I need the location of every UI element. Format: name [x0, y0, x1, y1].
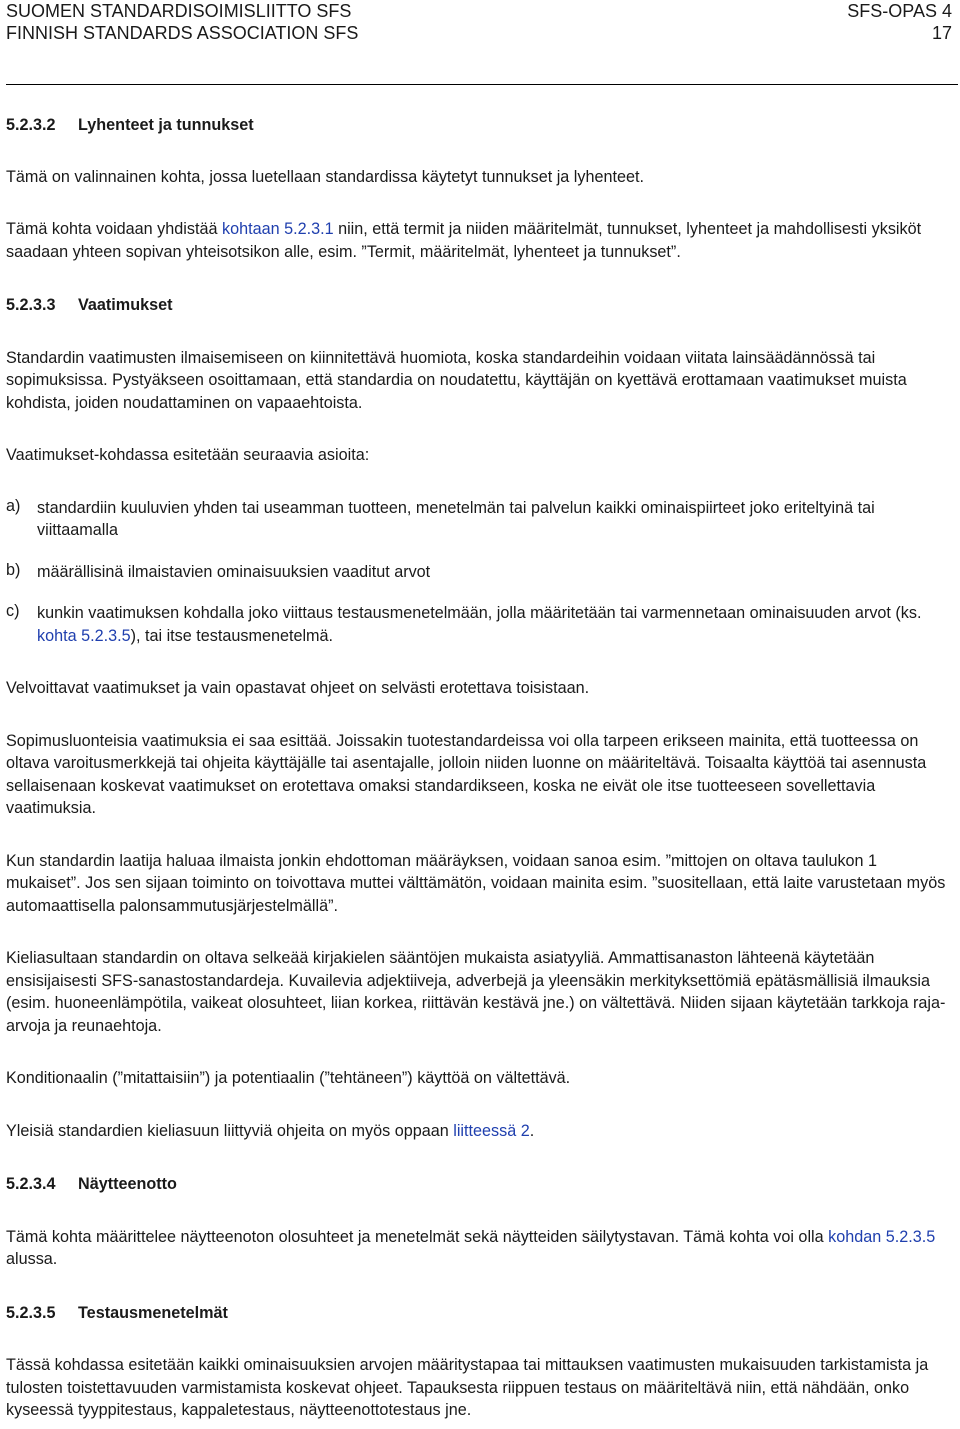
list-label: c) [6, 602, 20, 620]
section-heading-5234 [6, 1173, 954, 1196]
page-header [6, 0, 952, 44]
header-divider [6, 84, 958, 85]
paragraph: Sopimusluonteisia vaatimuksia ei saa esittää. Joissakin tuotestandardeissa voi olla tarpeen erikseen mainita, että tuotteessa on oltava varoitusmerkkejä tai ohjeita käyttäjälle tai asentajalle, jolloin niiden luonne on määriteltävä. Toisaalta käyttöä tai asennusta sellaisenaan koskevat vaatimukset on erotettava omaksi standardikseen, koska ne eivät ole itse tuotteeseen sovellettavia vaatimuksia. [6, 731, 927, 817]
section-title: Testausmenetelmät [78, 1303, 228, 1322]
list-label: b) [6, 560, 21, 579]
paragraph: Yleisiä standardien kieliasuun liittyviä ohjeita on myös oppaan liitteessä 2. [6, 1121, 535, 1140]
paragraph: Kun standardin laatija haluaa ilmaista jonkin ehdottoman määräyksen, voidaan sanoa esim. ”mittojen on oltava taulukon 1 mukaiset”. Jos sen sijaan toiminto on toivottava muttei välttämätön, voidaan mainita esim. ”suositellaan, että laite varustetaan myös automaattisella palonsammutusjärjestelmällä”. [6, 851, 946, 915]
paragraph: Standardin vaatimusten ilmaisemiseen on kiinnitettävä huomiota, koska standardeihin voidaan viitata lainsäädännössä tai sopimuksissa. Pystyäkseen osoittamaan, että standardia on noudatettu, käyttäjän on kyettävä erottamaan vaatimukset muista kohdista, joiden noudattaminen on vapaaehtoista. [6, 348, 907, 412]
section-heading-5233 [6, 294, 954, 317]
document-body [6, 114, 954, 1422]
section-title: Lyhenteet ja tunnukset [78, 116, 254, 134]
section-title: Vaatimukset [78, 296, 173, 314]
paragraph: Tämä on valinnainen kohta, jossa luetellaan standardissa käytetyt tunnukset ja lyhenteet. [6, 167, 644, 186]
list-item [6, 602, 954, 647]
header-row-2 [6, 22, 952, 44]
page-number: 17 [931, 23, 952, 43]
organization-name-en: FINNISH STANDARDS ASSOCIATION SFS [6, 23, 359, 43]
section-number: 5.2.3.5 [6, 1303, 56, 1322]
section-number: 5.2.3.3 [6, 296, 56, 314]
list-item [6, 497, 954, 542]
list-text: kunkin vaatimuksen kohdalla joko viittaus testausmenetelmään, jolla määritetään tai varmennetaan ominaisuuden arvot (ks. kohta 5.2.3.5), tai itse testausmenetelmä. [37, 604, 922, 645]
appendix-link[interactable]: liitteessä 2 [453, 1121, 530, 1140]
section-number: 5.2.3.4 [6, 1175, 56, 1193]
section-link[interactable]: kohta 5.2.3.5 [37, 626, 131, 645]
header-row-1 [6, 0, 952, 22]
section-heading-5232 [6, 114, 954, 137]
section-link[interactable]: kohtaan 5.2.3.1 [221, 220, 334, 238]
paragraph: Tämä kohta määrittelee näytteenoton olosuhteet ja menetelmät sekä näytteiden säilytystavan. Tämä kohta voi olla kohdan 5.2.3.5 alussa. [6, 1227, 936, 1268]
paragraph: Tässä kohdassa esitetään kaikki ominaisuuksien arvojen määritystapaa tai mittauksen vaatimusten mukaisuuden tarkistamista ja tulosten toistettavuuden varmistamista koskevat ohjeet. Tapauksesta riippuen testaus on määriteltävä niin, että nähdään, onko kyseessä tyyppitestaus, kappaletestaus, näytteenottotestaus jne. [6, 1356, 929, 1419]
section-number: 5.2.3.2 [6, 116, 56, 134]
organization-name-fi: SUOMEN STANDARDISOIMISLIITTO SFS [6, 1, 352, 21]
paragraph: Kieliasultaan standardin on oltava selkeää kirjakielen sääntöjen mukaista asiatyyliä. Ammattisanaston lähteenä käytetään ensisijaisesti SFS-sanastostandardeja. Kuvailevia adjektiiveja, adverbejä ja yleensäkin merkityksettömiä epätäsmällisiä ilmauksia (esim. huoneenlämpötila, vaikeat olosuhteet, liian korkea, riittävän kestävä jne.) on vältettävä. Niiden sijaan käytetään tarkkoja raja-arvoja ja reunaehtoja. [6, 949, 946, 1035]
section-link[interactable]: kohdan 5.2.3.5 [828, 1227, 936, 1246]
list-text: standardiin kuuluvien yhden tai useamman tuotteen, menetelmän tai palvelun kaikki ominaispiirteet joko eriteltyinä tai viittaamalla [37, 498, 875, 539]
list-text: määrällisinä ilmaistavien ominaisuuksien vaaditut arvot [37, 562, 431, 581]
paragraph: Velvoittavat vaatimukset ja vain opastavat ohjeet on selvästi erotettava toisistaan. [6, 679, 590, 697]
paragraph: Vaatimukset-kohdassa esitetään seuraavia asioita: [6, 446, 370, 464]
section-title: Näytteenotto [78, 1175, 177, 1193]
paragraph: Konditionaalin (”mitattaisiin”) ja potentiaalin (”tehtäneen”) käyttöä on vältettävä. [6, 1069, 571, 1087]
list-label: a) [6, 496, 21, 515]
paragraph: Tämä kohta voidaan yhdistää kohtaan 5.2.3.1 niin, että termit ja niiden määritelmät, tunnukset, lyhenteet ja mahdollisesti yksiköt saadaan yhteen sopivan yhteisotsikon alle, esim. ”Termit, määritelmät, lyhenteet ja tunnukset”. [6, 220, 922, 261]
document-id: SFS-OPAS 4 [847, 1, 952, 21]
section-heading-5235 [6, 1302, 954, 1325]
list-item [6, 561, 954, 584]
